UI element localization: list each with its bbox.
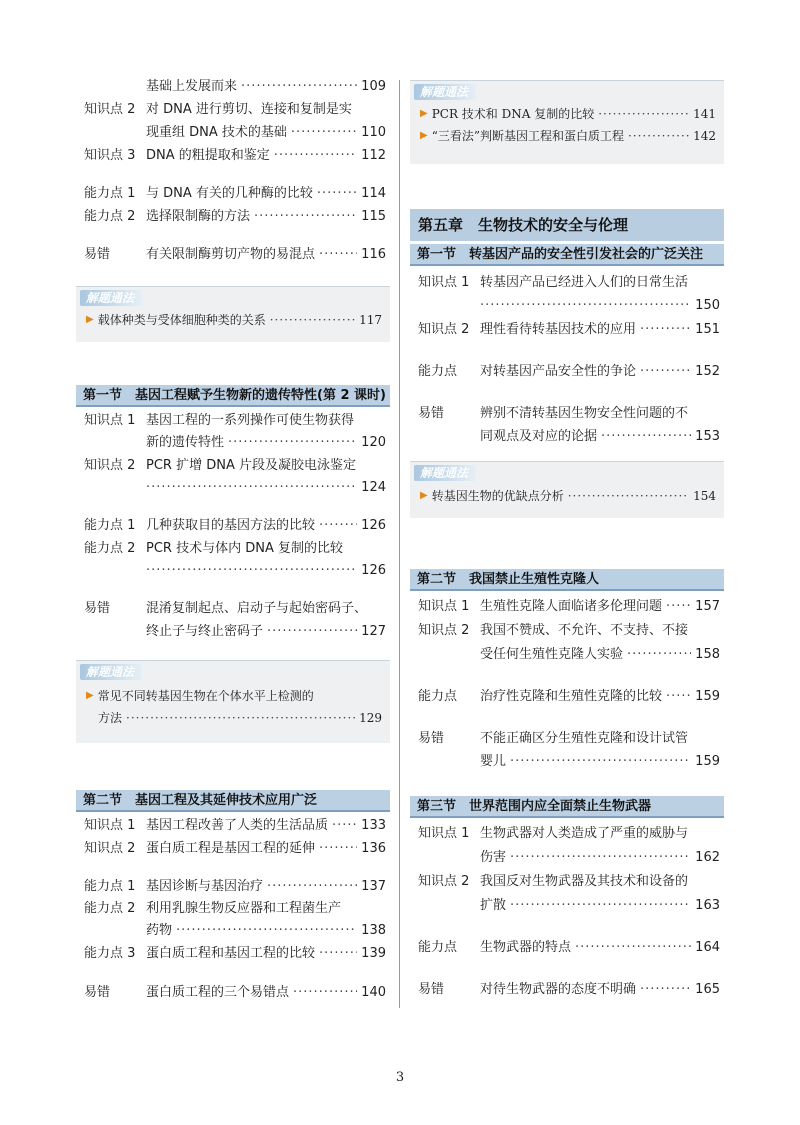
entry-page: 158: [695, 647, 720, 662]
entry-label: 能力点 2: [84, 901, 136, 916]
entry-label: 知识点 2: [84, 102, 136, 117]
entry-text: 生物武器的特点: [480, 940, 572, 955]
toc-entry[interactable]: [76, 598, 390, 620]
entry-label: 能力点: [418, 940, 458, 955]
solution-methods-box: [76, 286, 390, 342]
toc-entry[interactable]: [76, 455, 390, 477]
toc-entry[interactable]: [76, 943, 390, 965]
box-tab-label: 解题通法: [80, 664, 142, 680]
triangle-arrow-icon: ▶: [420, 130, 428, 141]
toc-entry[interactable]: [410, 979, 724, 1001]
entry-label: 能力点: [418, 689, 458, 704]
entry-text: 转基因生物的优缺点分析: [431, 489, 564, 503]
entry-label: 能力点 1: [84, 879, 136, 894]
entry-label: 知识点 2: [84, 841, 136, 856]
entry-page: 159: [695, 689, 720, 704]
entry-page: 157: [695, 599, 720, 614]
section-heading[interactable]: 第一节 转基因产品的安全性引发社会的广泛关注: [410, 244, 724, 266]
toc-entry[interactable]: [76, 876, 390, 898]
entry-page: 142: [693, 129, 716, 143]
section-heading[interactable]: 第二节 基因工程及其延伸技术应用广泛: [76, 790, 390, 812]
box-tab-label: 解题通法: [80, 290, 142, 306]
box-entry[interactable]: [86, 309, 382, 331]
entry-text: 蛋白质工程的三个易错点: [146, 985, 290, 1000]
triangle-arrow-icon: ▶: [86, 314, 94, 325]
entry-page: 110: [361, 125, 386, 140]
toc-entry[interactable]: [76, 477, 390, 499]
section-heading[interactable]: 第三节 世界范围内应全面禁止生物武器: [410, 796, 724, 818]
entry-page: 163: [695, 898, 720, 913]
entry-page: 126: [361, 518, 386, 533]
toc-entry[interactable]: [76, 244, 390, 266]
entry-page: 114: [361, 186, 386, 201]
toc-entry[interactable]: [76, 538, 390, 560]
box-entry[interactable]: [420, 103, 716, 125]
toc-entry[interactable]: [76, 560, 390, 582]
entry-label: 易错: [84, 247, 111, 262]
entry-page: 164: [695, 940, 720, 955]
entry-page: 120: [361, 435, 386, 450]
page-number: 3: [395, 1070, 405, 1085]
entry-page: 141: [693, 107, 716, 121]
toc-entry[interactable]: [76, 515, 390, 537]
entry-text: 常见不同转基因生物在个体水平上检测的: [97, 689, 314, 703]
triangle-arrow-icon: ▶: [420, 490, 428, 501]
entry-text: 对转基因产品安全性的争论: [480, 364, 637, 379]
entry-text: 辨别不清转基因生物安全性问题的不: [480, 406, 689, 421]
toc-entry[interactable]: [76, 982, 390, 1004]
toc-entry[interactable]: [410, 871, 724, 893]
chapter-heading[interactable]: 第五章 生物技术的安全与伦理: [410, 209, 724, 241]
entry-label: 能力点 2: [84, 541, 136, 556]
entry-label: 知识点 2: [418, 322, 470, 337]
entry-label: 能力点 1: [84, 186, 136, 201]
entry-page: 112: [361, 148, 386, 163]
entry-label: 知识点 1: [418, 275, 470, 290]
toc-entry[interactable]: [410, 751, 724, 773]
entry-page: 165: [695, 982, 720, 997]
entry-text: 新的遗传特性: [146, 435, 225, 450]
entry-text: PCR 技术和 DNA 复制的比较: [431, 107, 595, 121]
box-entry[interactable]: [420, 125, 716, 147]
box-tab-label: 解题通法: [414, 84, 476, 100]
entry-text: 方法: [98, 711, 123, 725]
entry-page: 137: [361, 879, 386, 894]
entry-text: 混淆复制起点、启动子与起始密码子、: [146, 601, 368, 616]
toc-entry[interactable]: [410, 596, 724, 618]
entry-page: 162: [695, 850, 720, 865]
entry-text: 我国不赞成、不允许、不支持、不接: [480, 623, 689, 638]
toc-entry[interactable]: [410, 728, 724, 750]
toc-entry[interactable]: [76, 145, 390, 167]
entry-label: 易错: [418, 731, 445, 746]
toc-entry[interactable]: [76, 99, 390, 121]
entry-page: 117: [359, 313, 382, 327]
triangle-arrow-icon: ▶: [86, 690, 94, 701]
toc-entry[interactable]: [410, 361, 724, 383]
box-tab-label: 解题通法: [414, 465, 476, 481]
entry-text: 基因诊断与基因治疗: [146, 879, 264, 894]
entry-text: 我国反对生物武器及其技术和设备的: [480, 874, 689, 889]
entry-page: 154: [693, 489, 716, 503]
entry-page: 159: [695, 754, 720, 769]
toc-entry[interactable]: [410, 644, 724, 666]
box-entry[interactable]: [98, 707, 382, 729]
toc-entry[interactable]: [410, 272, 724, 294]
entry-page: 109: [361, 79, 386, 94]
toc-entry[interactable]: [76, 183, 390, 205]
column-divider: [399, 80, 400, 1008]
toc-entry[interactable]: [76, 432, 390, 454]
toc-entry[interactable]: [410, 823, 724, 845]
entry-text: DNA 的粗提取和鉴定: [146, 148, 270, 163]
toc-entry[interactable]: [410, 937, 724, 959]
entry-page: 127: [361, 624, 386, 639]
entry-text: 载体种类与受体细胞种类的关系: [97, 313, 266, 327]
toc-entry[interactable]: [76, 76, 390, 98]
section-heading[interactable]: 第一节 基因工程赋予生物新的遗传特性(第 2 课时): [76, 385, 390, 407]
entry-text: 理性看待转基因技术的应用: [480, 322, 637, 337]
entry-label: 知识点 1: [418, 826, 470, 841]
toc-entry[interactable]: [76, 122, 390, 144]
entry-page: 150: [695, 298, 720, 313]
toc-entry[interactable]: [410, 426, 724, 448]
entry-text: 几种获取目的基因方法的比较: [146, 518, 316, 533]
toc-entry[interactable]: [410, 295, 724, 317]
entry-page: 140: [361, 985, 386, 1000]
entry-text: 受任何生殖性克隆人实验: [480, 647, 624, 662]
box-entry[interactable]: [86, 685, 382, 707]
entry-label: 能力点: [418, 364, 458, 379]
entry-text: 扩散: [480, 898, 507, 913]
entry-label: 知识点 2: [418, 874, 470, 889]
entry-text: 伤害: [480, 850, 507, 865]
entry-text: 治疗性克隆和生殖性克隆的比较: [480, 689, 663, 704]
toc-entry[interactable]: [76, 898, 390, 920]
entry-text: 生殖性克隆人面临诸多伦理问题: [480, 599, 663, 614]
toc-entry[interactable]: [76, 920, 390, 942]
entry-text: PCR 扩增 DNA 片段及凝胶电泳鉴定: [146, 458, 356, 473]
solution-methods-box: [410, 461, 724, 518]
entry-text: 转基因产品已经进入人们的日常生活: [480, 275, 689, 290]
entry-page: 126: [361, 563, 386, 578]
toc-entry[interactable]: [410, 403, 724, 425]
entry-label: 能力点 3: [84, 946, 136, 961]
entry-text: 利用乳腺生物反应器和工程菌生产: [146, 901, 342, 916]
entry-text: PCR 技术与体内 DNA 复制的比较: [146, 541, 343, 556]
entry-text: 基因工程改善了人类的生活品质: [146, 818, 329, 833]
entry-text: 婴儿: [480, 754, 507, 769]
toc-entry[interactable]: [76, 838, 390, 860]
section-heading[interactable]: 第二节 我国禁止生殖性克隆人: [410, 569, 724, 591]
entry-text: “三看法”判断基因工程和蛋白质工程: [431, 129, 624, 143]
solution-methods-box: [76, 660, 390, 743]
entry-label: 知识点 2: [418, 623, 470, 638]
entry-page: 139: [361, 946, 386, 961]
entry-label: 知识点 1: [84, 818, 136, 833]
entry-label: 知识点 1: [418, 599, 470, 614]
entry-text: 药物: [146, 923, 173, 938]
entry-page: 133: [361, 818, 386, 833]
entry-text: 有关限制酶剪切产物的易混点: [146, 247, 316, 262]
toc-entry[interactable]: [76, 410, 390, 432]
entry-page: 115: [361, 209, 386, 224]
entry-text: 对 DNA 进行剪切、连接和复制是实: [146, 102, 352, 117]
toc-entry[interactable]: [76, 206, 390, 228]
box-entry[interactable]: [420, 485, 716, 507]
toc-entry[interactable]: [410, 847, 724, 869]
entry-page: 152: [695, 364, 720, 379]
entry-label: 知识点 2: [84, 458, 136, 473]
entry-label: 能力点 1: [84, 518, 136, 533]
entry-text: 基础上发展而来: [146, 79, 238, 94]
entry-label: 易错: [84, 985, 111, 1000]
entry-text: 基因工程的一系列操作可使生物获得: [146, 413, 355, 428]
toc-entry[interactable]: [76, 621, 390, 643]
toc-entry[interactable]: [76, 815, 390, 837]
entry-label: 易错: [418, 982, 445, 997]
entry-text: 同观点及对应的论据: [480, 429, 598, 444]
entry-text: 终止子与终止密码子: [146, 624, 264, 639]
triangle-arrow-icon: ▶: [420, 108, 428, 119]
entry-text: 对待生物武器的态度不明确: [480, 982, 637, 997]
entry-text: 不能正确区分生殖性克隆和设计试管: [480, 731, 689, 746]
entry-page: 151: [695, 322, 720, 337]
entry-text: 生物武器对人类造成了严重的威胁与: [480, 826, 689, 841]
entry-text: 蛋白质工程是基因工程的延伸: [146, 841, 316, 856]
toc-entry[interactable]: [410, 895, 724, 917]
entry-page: 116: [361, 247, 386, 262]
entry-page: 138: [361, 923, 386, 938]
solution-methods-box: [410, 80, 724, 164]
toc-entry[interactable]: [410, 686, 724, 708]
entry-text: 蛋白质工程和基因工程的比较: [146, 946, 316, 961]
entry-label: 知识点 1: [84, 413, 136, 428]
entry-page: 129: [359, 711, 382, 725]
entry-text: 选择限制酶的方法: [146, 209, 251, 224]
entry-label: 易错: [84, 601, 111, 616]
toc-entry[interactable]: [410, 319, 724, 341]
entry-label: 能力点 2: [84, 209, 136, 224]
entry-label: 知识点 3: [84, 148, 136, 163]
entry-text: 与 DNA 有关的几种酶的比较: [146, 186, 313, 201]
entry-page: 124: [361, 480, 386, 495]
entry-page: 153: [695, 429, 720, 444]
entry-text: 现重组 DNA 技术的基础: [146, 125, 287, 140]
toc-entry[interactable]: [410, 620, 724, 642]
entry-page: 136: [361, 841, 386, 856]
entry-label: 易错: [418, 406, 445, 421]
